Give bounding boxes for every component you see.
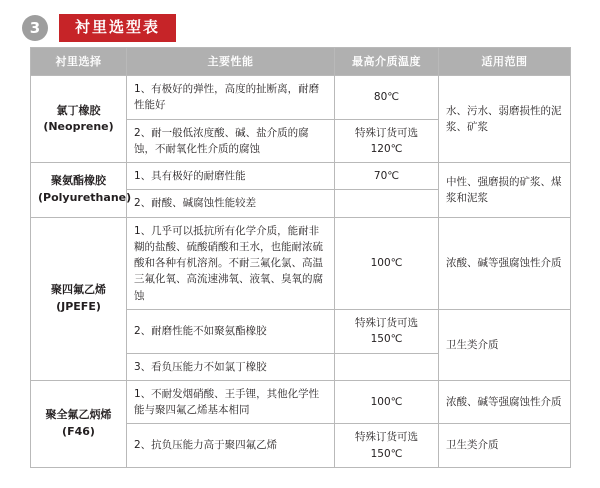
table-header [31,48,571,76]
column-header-application-scope: 适用范围 [439,48,571,76]
performance-cell: 1、不耐发烟硝酸、王手锂，其他化学性能与聚四氟乙烯基本相同 [127,380,335,424]
table-row [31,217,571,309]
max-temperature-cell: 100℃ [335,380,439,424]
liner-name-en: (Neoprene) [43,120,114,134]
application-scope-cell: 中性、强磨损的矿浆、煤浆和泥浆 [439,163,571,218]
liner-material-cell [31,217,127,380]
max-temperature-cell: 80℃ [335,76,439,120]
max-temperature-cell: 100℃ [335,217,439,309]
performance-cell: 1、几乎可以抵抗所有化学介质，能耐非糊的盐酸、硫酸硝酸和王水，也能耐浓硫酸和各种有机溶剂。不耐三氟化氯、高温三氟化氧、高流速沸氧、液氧、臭氧的腐蚀 [127,217,335,309]
liner-material-cell [31,380,127,467]
max-temperature-cell: 特殊订货可选150℃ [335,424,439,468]
application-scope-cell: 浓酸、碱等强腐蚀性介质 [439,217,571,309]
max-temperature-cell [335,190,439,217]
column-header-liner: 衬里选择 [31,48,127,76]
liner-name-cn: 聚氨酯橡胶 [51,174,106,188]
max-temperature-cell: 70℃ [335,163,439,190]
performance-cell: 2、耐一般低浓度酸、碱、盐介质的腐蚀，不耐氧化性介质的腐蚀 [127,119,335,163]
liner-material-cell [31,163,132,218]
application-scope-cell: 卫生类介质 [439,424,571,468]
column-header-max-temperature: 最高介质温度 [335,48,439,76]
liner-name-cn: 聚全氟乙炳烯 [45,408,112,422]
page-title: 衬里选型表 [59,14,176,42]
column-header-performance: 主要性能 [127,48,335,76]
section-number-badge: 3 [22,15,48,41]
max-temperature-cell: 特殊订货可选120℃ [335,119,439,163]
performance-cell: 1、有极好的弹性，高度的扯断离，耐磨性能好 [127,76,335,120]
liner-name-cn: 氯丁橡胶 [56,103,101,117]
application-scope-cell: 浓酸、碱等强腐蚀性介质 [439,380,571,424]
max-temperature-cell: 特殊订货可选150℃ [335,309,439,353]
max-temperature-cell [335,353,439,380]
liner-selection-table-wrapper [30,47,570,468]
liner-name-cn: 聚四氟乙烯 [51,283,106,297]
application-scope-cell: 卫生类介质 [439,309,571,380]
performance-cell: 3、看负压能力不如氯丁橡胶 [127,353,335,380]
table-row [31,76,571,120]
liner-name-en: (F46) [62,424,95,438]
table-row [31,380,571,424]
performance-cell: 2、耐酸、碱腐蚀性能较差 [127,190,335,217]
liner-name-en: (JPEFE) [56,299,101,313]
liner-name-en: (Polyurethane) [38,190,132,204]
performance-cell: 1、具有极好的耐磨性能 [127,163,335,190]
table-row [31,163,571,190]
application-scope-cell: 水、污水、弱磨损性的泥浆、矿浆 [439,76,571,163]
page-header [0,0,600,44]
liner-material-cell [31,76,127,163]
table-body [31,76,571,468]
performance-cell: 2、耐磨性能不如聚氨酯橡胶 [127,309,335,353]
liner-selection-table [30,47,571,468]
performance-cell: 2、抗负压能力高于聚四氟乙烯 [127,424,335,468]
table-header-row [31,48,571,76]
